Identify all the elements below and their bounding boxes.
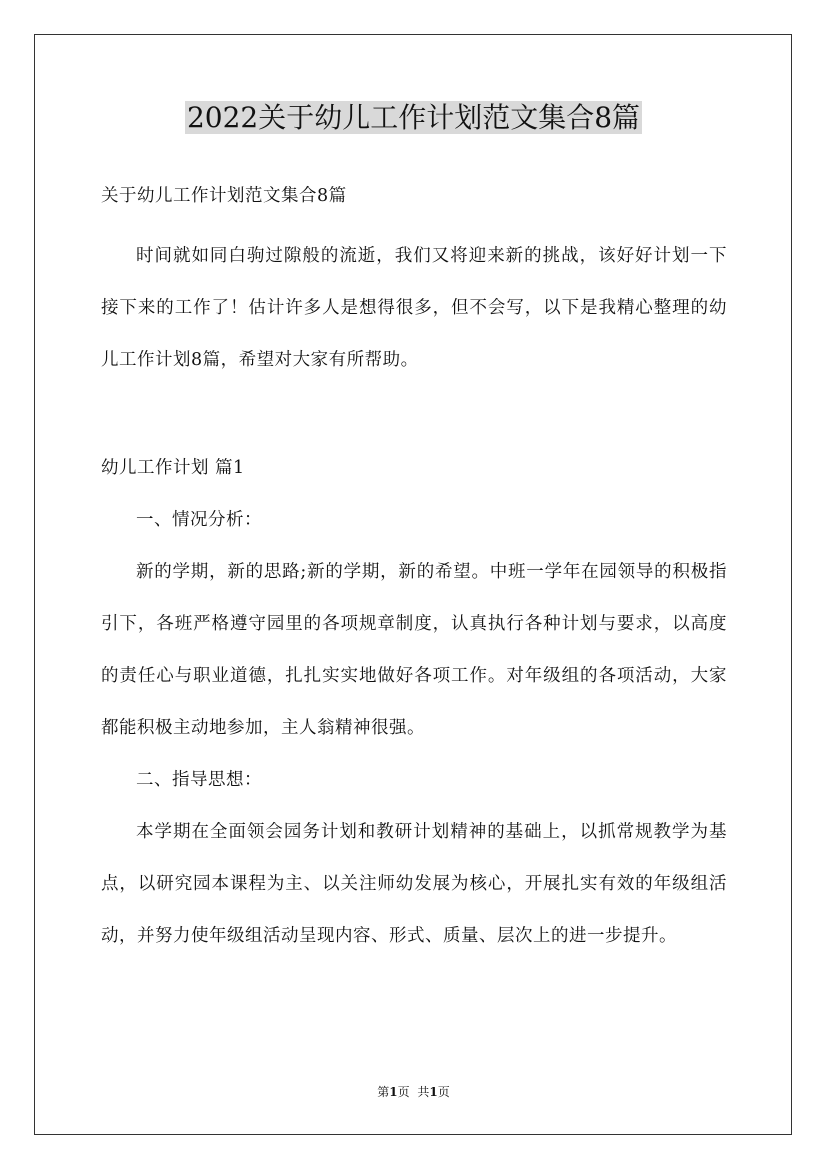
total-pages: 1 [429,1085,438,1099]
document-title [0,98,827,138]
part1-paragraph: 新的学期，新的思路;新的学期，新的希望。中班一学年在园领导的积极指引下，各班严格遵守园里的各项规章制度，认真执行各种计划与要求，以高度的责任心与职业道德，扎扎实实地做好各项工作。对年级组的各项活动，大家都能积极主动地参加，主人翁精神很强。 [101,562,727,738]
section-heading: 幼儿工作计划 篇1 [101,458,245,478]
part2-paragraph: 本学期在全面领会园务计划和教研计划精神的基础上，以抓常规教学为基点，以研究园本课程为主、以关注师幼发展为核心，开展扎实有效的年级组活动，并努力使年级组活动呈现内容、形式、质量、层次上的进一步提升。 [101,822,727,946]
part1-heading: 一、情况分析： [136,510,262,530]
total-suffix: 页 [437,1085,450,1099]
page-prefix: 第 [377,1085,390,1099]
part2-heading: 二、指导思想： [136,770,262,790]
document-subtitle: 关于幼儿工作计划范文集合8篇 [101,186,347,206]
page-footer [0,1083,827,1101]
spacer [101,222,727,230]
total-prefix: 共 [417,1085,430,1099]
document-title-text: 2022关于幼儿工作计划范文集合8篇 [186,101,641,134]
page-suffix: 页 [397,1085,410,1099]
intro-paragraph: 时间就如同白驹过隙般的流逝，我们又将迎来新的挑战，该好好计划一下接下来的工作了！估计许多人是想得很多，但不会写，以下是我精心整理的幼儿工作计划8篇，希望对大家有所帮助。 [101,246,727,370]
spacer [101,386,727,442]
page-number: 1 [389,1085,398,1099]
document-body [101,170,727,962]
